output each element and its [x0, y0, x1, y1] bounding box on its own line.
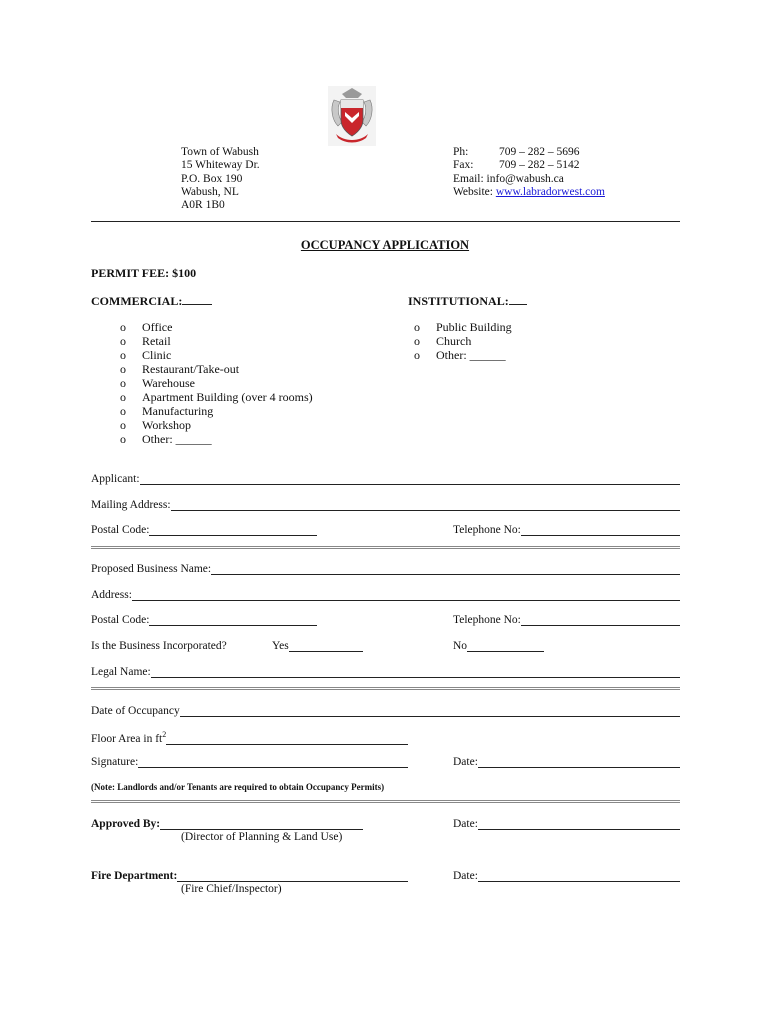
radio-bullet: o [120, 348, 126, 362]
incorporated-no-field[interactable] [453, 640, 544, 652]
radio-bullet: o [120, 362, 126, 376]
email-label: Email: [453, 172, 484, 185]
postal-code-field[interactable] [91, 614, 317, 626]
fire-date-field[interactable] [453, 870, 680, 882]
yes-label: Yes [272, 640, 289, 652]
approved-by-label: Approved By: [91, 818, 161, 830]
approved-date-input[interactable] [478, 818, 680, 830]
address-input[interactable] [132, 589, 680, 601]
contact-block [453, 146, 605, 199]
commercial-option[interactable]: o Office [120, 320, 173, 334]
institutional-option[interactable]: o Other: ______ [414, 348, 506, 362]
floor-area-field[interactable] [91, 730, 408, 745]
signature-input[interactable] [138, 756, 408, 768]
business-name-field[interactable] [91, 563, 680, 575]
incorporated-question [91, 640, 227, 652]
signature-label: Signature: [91, 756, 139, 768]
radio-bullet: o [120, 418, 126, 432]
applicant-field[interactable] [91, 473, 680, 485]
yes-input[interactable] [289, 640, 363, 652]
postal-code-input[interactable] [149, 524, 317, 536]
applicant-label: Applicant: [91, 473, 140, 485]
date-of-occupancy-field[interactable] [91, 705, 680, 717]
fax-number: 709 – 282 – 5142 [499, 159, 580, 172]
commercial-options [120, 320, 313, 446]
institutional-option[interactable]: o Public Building [414, 320, 512, 334]
radio-bullet: o [414, 348, 420, 362]
radio-bullet: o [120, 404, 126, 418]
fire-department-caption: (Fire Chief/Inspector) [181, 883, 282, 895]
telephone-field[interactable] [453, 614, 680, 626]
page-title: OCCUPANCY APPLICATION [300, 238, 470, 252]
radio-bullet: o [120, 334, 126, 348]
mailing-address-input[interactable] [171, 499, 680, 511]
floor-area-label: Floor Area in $ft^2$ [91, 730, 167, 745]
postal-code-label: Postal Code: [91, 614, 150, 626]
date-input[interactable] [478, 756, 680, 768]
postal-code-label: Postal Code: [91, 524, 150, 536]
business-name-label: Proposed Business Name: [91, 563, 212, 575]
telephone-input[interactable] [521, 614, 680, 626]
address-field[interactable] [91, 589, 680, 601]
commercial-option[interactable]: o Other: ______ [120, 432, 212, 446]
date-label: Date: [453, 870, 478, 882]
address-line: 15 Whiteway Dr. [181, 159, 260, 172]
commercial-option[interactable]: o Clinic [120, 348, 172, 362]
fire-department-input[interactable] [177, 870, 408, 882]
radio-bullet: o [120, 320, 126, 334]
address-label: Address: [91, 589, 132, 601]
legal-name-input[interactable] [151, 666, 680, 678]
postal-code-field[interactable] [91, 524, 317, 536]
fax-label: Fax: [453, 159, 474, 172]
no-input[interactable] [467, 640, 544, 652]
commercial-option[interactable]: o Restaurant/Take-out [120, 362, 240, 376]
institutional-option[interactable]: o Church [414, 334, 472, 348]
commercial-option[interactable]: o Manufacturing [120, 404, 214, 418]
website-label: Website: [453, 185, 493, 198]
town-crest-logo [328, 86, 376, 146]
mailing-address-label: Mailing Address: [91, 499, 171, 511]
radio-bullet: o [414, 320, 420, 334]
email-address: info@wabush.ca [486, 172, 564, 185]
phone-label: Ph: [453, 146, 469, 158]
date-of-occupancy-label: Date of Occupancy [91, 705, 180, 717]
approved-by-field[interactable] [91, 818, 363, 830]
address-line: Town of Wabush [181, 146, 259, 158]
telephone-input[interactable] [521, 524, 680, 536]
commercial-heading: COMMERCIAL: [91, 293, 212, 309]
commercial-option[interactable]: o Retail [120, 334, 171, 348]
website-link[interactable]: www.labradorwest.com [495, 185, 605, 198]
permit-fee: PERMIT FEE: $100 [91, 266, 197, 280]
telephone-label: Telephone No: [453, 614, 521, 626]
header-divider [91, 221, 680, 222]
incorporated-yes-field[interactable] [272, 640, 363, 652]
address-line: Wabush, NL [181, 185, 239, 198]
approved-by-input[interactable] [160, 818, 363, 830]
applicant-input[interactable] [140, 473, 680, 485]
floor-area-input[interactable] [166, 733, 408, 745]
telephone-field[interactable] [453, 524, 680, 536]
phone-number: 709 – 282 – 5696 [499, 146, 580, 158]
commercial-option[interactable]: o Apartment Building (over 4 rooms) [120, 390, 313, 404]
address-line: P.O. Box 190 [181, 172, 243, 185]
date-of-occupancy-input[interactable] [180, 705, 680, 717]
incorporated-label: Is the Business Incorporated? [91, 640, 227, 652]
landlord-note: (Note: Landlords and/or Tenants are required to obtain Occupancy Permits) [91, 782, 385, 792]
commercial-option[interactable]: o Workshop [120, 418, 192, 432]
institutional-options [414, 320, 512, 362]
date-field[interactable] [453, 756, 680, 768]
radio-bullet: o [120, 376, 126, 390]
legal-name-label: Legal Name: [91, 666, 151, 678]
commercial-option[interactable]: o Warehouse [120, 376, 196, 390]
fire-department-label: Fire Department: [91, 870, 178, 882]
section-divider [91, 800, 680, 803]
legal-name-field[interactable] [91, 666, 680, 678]
radio-bullet: o [120, 432, 126, 446]
section-divider [91, 546, 680, 549]
fire-department-field[interactable] [91, 870, 408, 882]
date-label: Date: [453, 818, 478, 830]
date-label: Date: [453, 756, 478, 768]
approved-by-caption: (Director of Planning & Land Use) [181, 831, 343, 843]
radio-bullet: o [414, 334, 420, 348]
institutional-heading: INSTITUTIONAL: [408, 293, 527, 309]
signature-field[interactable] [91, 756, 408, 768]
telephone-label: Telephone No: [453, 524, 521, 536]
no-label: No [453, 640, 468, 652]
business-name-input[interactable] [211, 563, 680, 575]
address-line: A0R 1B0 [181, 199, 225, 212]
section-divider [91, 687, 680, 690]
town-address-block [181, 146, 260, 212]
approved-date-field[interactable] [453, 818, 680, 830]
fire-date-input[interactable] [478, 870, 680, 882]
postal-code-input[interactable] [149, 614, 317, 626]
mailing-address-field[interactable] [91, 499, 680, 511]
radio-bullet: o [120, 390, 126, 404]
